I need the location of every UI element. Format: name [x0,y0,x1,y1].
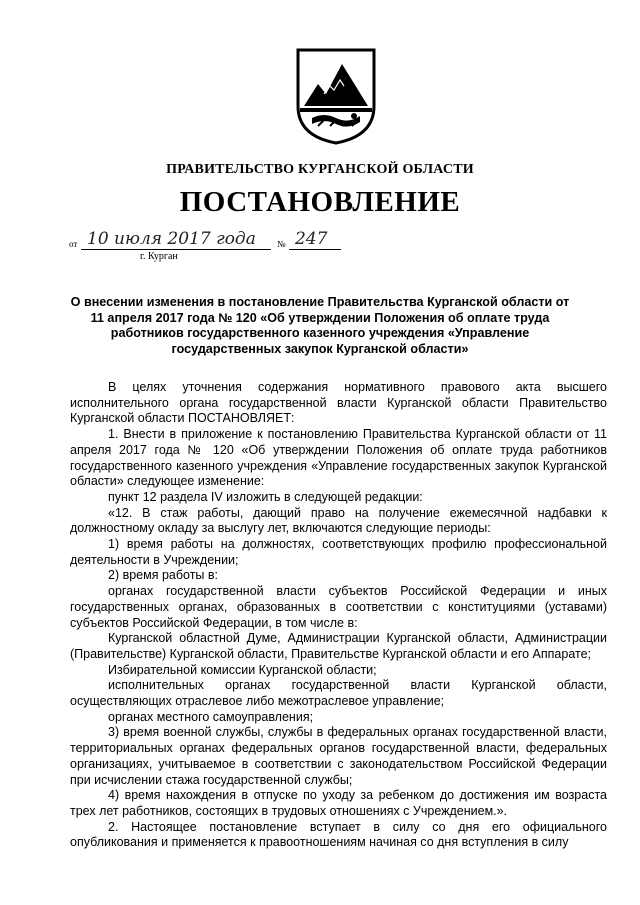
city-label: г. Курган [140,251,178,262]
document-type-heading: ПОСТАНОВЛЕНИЕ [179,186,461,218]
organization-name: ПРАВИТЕЛЬСТВО КУРГАНСКОЙ ОБЛАСТИ [166,162,474,177]
body-paragraph: 4) время нахождения в отпуске по уходу за ребенком до достижения им возраста трех лет работников, состоящих в трудовых отношениях с Учреждением.». [70,788,607,818]
body-paragraph: пункт 12 раздела IV изложить в следующей редакции: [108,489,423,504]
date-from-label: от [69,239,78,249]
body-paragraph: Избирательной комиссии Курганской области; [108,662,377,677]
coat-of-arms-icon [294,46,378,146]
handwritten-number: 247 [295,229,328,249]
date-underline [81,249,271,250]
body-paragraph: 1) время работы на должностях, соответствующих профилю профессиональной деятельности в Учреждении; [70,537,607,567]
date-number-line [69,228,389,252]
number-underline [289,249,341,250]
body-paragraph: 1. Внести в приложение к постановлению Правительства Курганской области от 11 апреля 2017 года № 120 «Об утверждении Положения об оплате труда работников государственного казенного учреждения «Управление государственных закупок Курганской области» следующее изменение: [70,427,607,489]
resolution-title: О внесении изменения в постановление Правительства Курганской области от 11 апреля 2017 года № 120 «Об утверждении Положения об оплате труда работников государственного казенного учреждения «Управление государственных закупок Курганской области» [70,295,570,356]
body-paragraph: 2. Настоящее постановление вступает в силу со дня его официального опубликования и применяется к правоотношениям начиная со дня вступления в силу [70,819,607,850]
body-paragraph: 3) время военной службы, службы в федеральных органах государственной власти, территориальных органах федеральных органов государственной власти, федеральных организациях, учитываемое в соответствии с законодательством Российской Федерации при исчислении стажа государственной службы; [70,725,607,787]
body-paragraph: исполнительных органах государственной власти Курганской области, осуществляющих отраслевое либо межотраслевое управление; [70,678,607,709]
resolution-body [70,380,607,851]
handwritten-date: 10 июля 2017 года [87,229,256,249]
body-paragraph: Курганской областной Думе, Администрации Курганской области, Администрации (Правительстве) Курганской области, Правительстве Курганской области и его Аппарате; [70,631,607,661]
body-paragraph: В целях уточнения содержания нормативного правового акта высшего исполнительного органа государственной власти Курганской области Правительство Курганской области ПОСТАНОВЛЯЕТ: [70,380,607,426]
number-label: № [277,239,286,249]
body-paragraph: органах государственной власти субъектов Российской Федерации и иных государственных органах, образованных в соответствии с конституциями (уставами) субъектов Российской Федерации, в том числе в: [70,584,607,630]
body-paragraph: органах местного самоуправления; [108,709,314,724]
body-paragraph: 2) время работы в: [108,568,219,583]
body-paragraph: «12. В стаж работы, дающий право на получение ежемесячной надбавки к должностному окладу за выслугу лет, включаются следующие периоды: [70,505,607,536]
